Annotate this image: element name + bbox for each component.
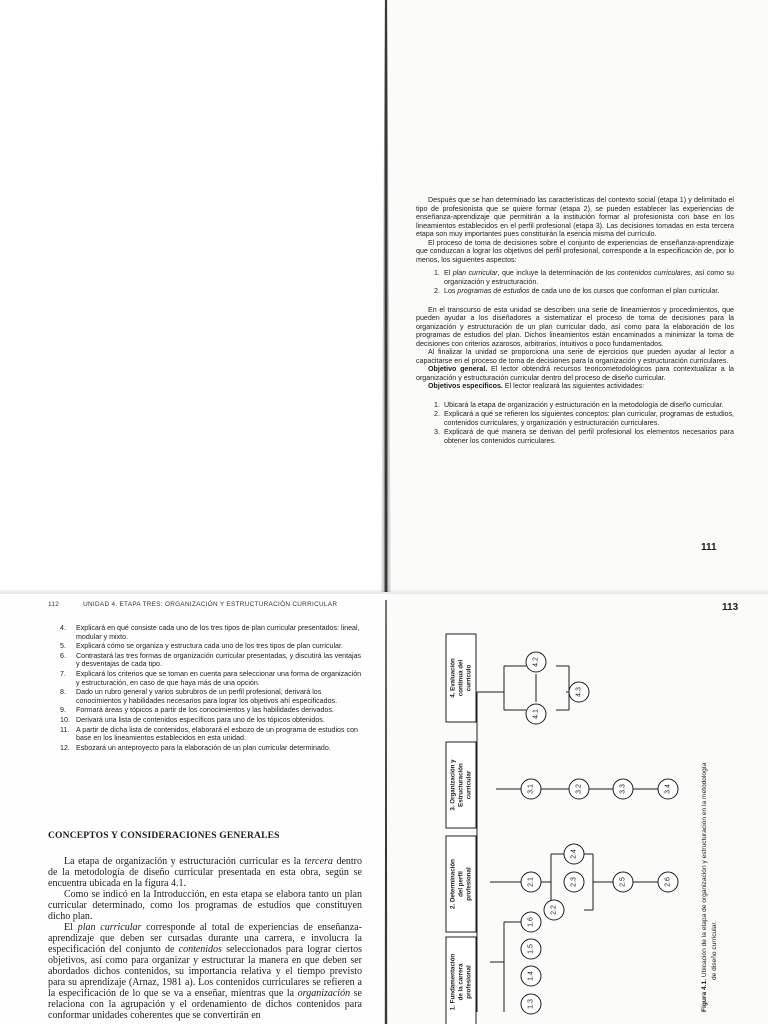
node-label: 2.4 xyxy=(570,849,578,859)
node-1-4 xyxy=(521,966,541,986)
exercises-paragraph: Al finalizar la unidad se proporciona una serie de ejercicios que pueden ayudar al lector a capacitarse en el proceso de toma de decisiones para la organización y estructuración curriculares. xyxy=(416,348,734,365)
node-3-2 xyxy=(569,779,589,799)
caption-text: Figura 4.1. Ubicación de la etapa de organización y estructuración en la metodología xyxy=(701,762,708,1012)
paragraph: Como se indicó en la Introducción, en esta etapa se elabora tanto un plan curricular determinado, como los programas de estudios que constituyen dicho plan. xyxy=(48,889,362,922)
page-number: 111 xyxy=(701,542,717,553)
stage-label: profesional xyxy=(465,867,473,901)
page-111 xyxy=(386,0,768,592)
list-item: 2. Explicará a qué se refieren los siguientes conceptos: plan curricular, programas de estudios, contenidos curriculares, y organización y estructuración curriculares. xyxy=(434,410,734,427)
running-header xyxy=(48,601,337,608)
stage-box-s3 xyxy=(446,742,476,828)
stage-label: de la carrera xyxy=(457,963,465,1001)
list-item: 11. A partir de dicha lista de contenidos, elaborará el esbozo de un programa de estudios con base en los lineamientos establecidos en esta unidad. xyxy=(60,725,358,743)
section-heading: CONCEPTOS Y CONSIDERACIONES GENERALES xyxy=(48,831,280,841)
stage-label: currículo xyxy=(465,664,473,692)
paragraph: La etapa de organización y estructuración curricular es la tercera dentro de la metodología de diseño curricular presentada en esta obra, según se encuentra ubicada en la figura 4.1. xyxy=(48,856,363,889)
decision-process-paragraph: El proceso de toma de decisiones sobre el conjunto de experiencias de enseñanza-aprendizaje que conduzcan a lograr los objetivos del perfil profesional, corresponde a la especificación de, por lo menos, los siguientes aspectos: xyxy=(416,238,734,264)
list-item: 4. Explicará en qué consiste cada uno de los tres tipos de plan curricular presentados: lineal, modular y mixto. xyxy=(60,624,360,641)
paragraph: El plan curricular corresponde al total de experiencias de enseñanza-aprendizaje que deben ser cursadas durante una carrera, e involucra la especificación del conjunto de contenidos seleccionados para lograr ciertos objetivos, así como para organizar y estructurar la manera en que deben ser abordados dichos contenidos, su importancia relativa y el tiempo previsto para su aprendizaje (Arnaz, 1981 a). Los contenidos curriculares se refieren a la especificación de lo que se va a enseñar, mientras que la organización se relaciona con la agrupación y el ordenamiento de dichos contenidos para conformar unidades coherentes que se convertirán en xyxy=(48,922,363,1021)
node-3-1 xyxy=(521,779,541,799)
stage-label: 1. Fundamentación xyxy=(449,953,457,1011)
node-4-2 xyxy=(526,652,546,672)
node-2-2 xyxy=(544,900,564,920)
list-item: 9. Formará áreas y tópicos a partir de los conocimientos y las habilidades derivados. xyxy=(60,706,334,715)
node-label: 1.3 xyxy=(527,999,535,1009)
page-113 xyxy=(386,592,768,1024)
node-1-3 xyxy=(521,994,541,1014)
stage-label: 3. Organización y xyxy=(449,759,457,811)
specific-objectives: Objetivos específicos. El lector realizará las siguientes actividades: xyxy=(428,382,645,390)
stage-label: del perfil xyxy=(457,871,465,897)
node-label: 1.4 xyxy=(527,971,535,981)
figure-4-1-diagram xyxy=(386,592,768,1024)
unit-description-paragraph: En el transcurso de esta unidad se describen una serie de lineamientos y procedimientos, que pueden ayudar a los diseñadores a sistematizar el proceso de toma de decisiones para la organización y estructuración de un plan curricular dado, así como para la elaboración de los programas de estudios del plan. Dichos lineamientos están encaminados a minimizar la toma de decisiones con criterios azarosos, arbitrarios, intuitivos o poco fundamentados. xyxy=(416,305,734,348)
node-label: 3.4 xyxy=(664,784,672,794)
node-label: 4.2 xyxy=(532,657,540,667)
node-2-6 xyxy=(658,872,678,892)
node-label: 2.1 xyxy=(527,877,535,887)
list-item: 3. Explicará de qué manera se derivan del perfil profesional los elementos necesarios para obtener los contenidos curriculares. xyxy=(434,428,734,445)
running-head-title: UNIDAD 4. ETAPA TRES: ORGANIZACIÓN Y ESTRUCTURACIÓN CURRICULAR xyxy=(83,601,338,608)
blank-page-left xyxy=(0,0,386,592)
general-objective: Objetivo general. El lector obtendrá recursos teoricometodológicos para contextualizar a la organización y estructuración curricular dentro del proceso de diseño curricular. xyxy=(416,365,734,382)
page-number: 112 xyxy=(48,601,60,608)
node-label: 3.3 xyxy=(619,784,627,794)
page-112 xyxy=(0,592,386,1024)
node-2-3 xyxy=(564,872,584,892)
node-label: 4.3 xyxy=(575,687,583,697)
intro-paragraph: Después que se han determinado las características del contexto social (etapa 1) y delimitado el tipo de profesionista que se quiere formar (etapa 2), se pueden establecer las experiencias de enseñanza-aprendizaje que permitirán a la institución formar al profesionista con base en los lineamientos establecidos en el perfil profesional (etapa 3). Las decisiones tomadas en esta tercera etapa son muy importantes pues constituirán la esencia misma del currículo. xyxy=(416,196,734,238)
page-111-body xyxy=(416,196,734,451)
node-label: 3.1 xyxy=(527,784,535,794)
node-2-4 xyxy=(564,844,584,864)
activities-list-continued xyxy=(60,624,366,753)
page-number: 113 xyxy=(722,602,739,613)
stage-box-s4 xyxy=(446,634,476,722)
aspects-list xyxy=(416,269,734,296)
node-4-1 xyxy=(526,704,546,724)
node-label: 2.2 xyxy=(550,905,558,915)
node-1-5 xyxy=(521,939,541,959)
list-item: 10. Derivará una lista de contenidos específicos para uno de los tópicos obtenidos. xyxy=(60,715,325,724)
node-label: 4.1 xyxy=(532,709,540,719)
node-2-5 xyxy=(613,872,633,892)
page-112-body xyxy=(48,856,362,1021)
stage-label: 2. Determinación xyxy=(449,859,457,909)
list-item: 1. El plan curricular, que incluye la determinación de los contenidos curriculares, así como su organización y estructuración. xyxy=(434,269,734,286)
node-label: 2.6 xyxy=(664,877,672,887)
stage-label: curricular xyxy=(465,770,473,800)
stage-label: profesional xyxy=(465,965,473,999)
node-label: 1.6 xyxy=(527,917,535,927)
node-label: 3.2 xyxy=(575,784,583,794)
node-label: 2.3 xyxy=(570,877,578,887)
node-2-1 xyxy=(521,872,541,892)
list-item: 2. Los programas de estudios de cada uno de los cursos que conforman el plan curricular. xyxy=(434,287,720,295)
stage-label: Estructuración xyxy=(457,763,465,807)
list-item: 8. Dado un rubro general y varios subrubros de un perfil profesional, derivará los conocimientos y habilidades necesarios para lograr los objetivos ahí especificados. xyxy=(60,688,338,705)
node-1-6 xyxy=(521,912,541,932)
node-label: 2.5 xyxy=(619,877,627,887)
node-4-3 xyxy=(569,682,589,702)
list-item: 12. Esbozará un anteproyecto para la elaboración de un plan curricular determinado. xyxy=(60,743,331,752)
list-item: 6. Contrastará las tres formas de organización curricular presentadas, y discutirá las ventajas y desventajas de cada tipo. xyxy=(60,651,362,669)
node-3-4 xyxy=(658,779,678,799)
stage-label: 4. Evaluación xyxy=(449,658,457,698)
stage-boxes xyxy=(446,634,476,1024)
nodes xyxy=(521,652,678,1014)
list-item: 7. Explicará los criterios que se toman en cuenta para seleccionar una forma de organización y estructuración, en caso de que haya más de una opción. xyxy=(60,669,362,687)
node-3-3 xyxy=(613,779,633,799)
figure-caption xyxy=(701,762,718,1012)
list-item: 5. Explicará cómo se organiza y estructura cada uno de los tres tipos de plan curricular. xyxy=(60,642,343,651)
caption-text-line2: de diseño curricular. xyxy=(711,920,718,980)
list-item: 1. Ubicará la etapa de organización y estructuración en la metodología de diseño curricular. xyxy=(434,400,724,409)
activities-list xyxy=(416,401,734,446)
stage-box-s2 xyxy=(446,836,476,932)
stage-box-s1 xyxy=(446,937,476,1024)
stage-label: continua del xyxy=(457,659,465,697)
node-label: 1.5 xyxy=(527,944,535,954)
